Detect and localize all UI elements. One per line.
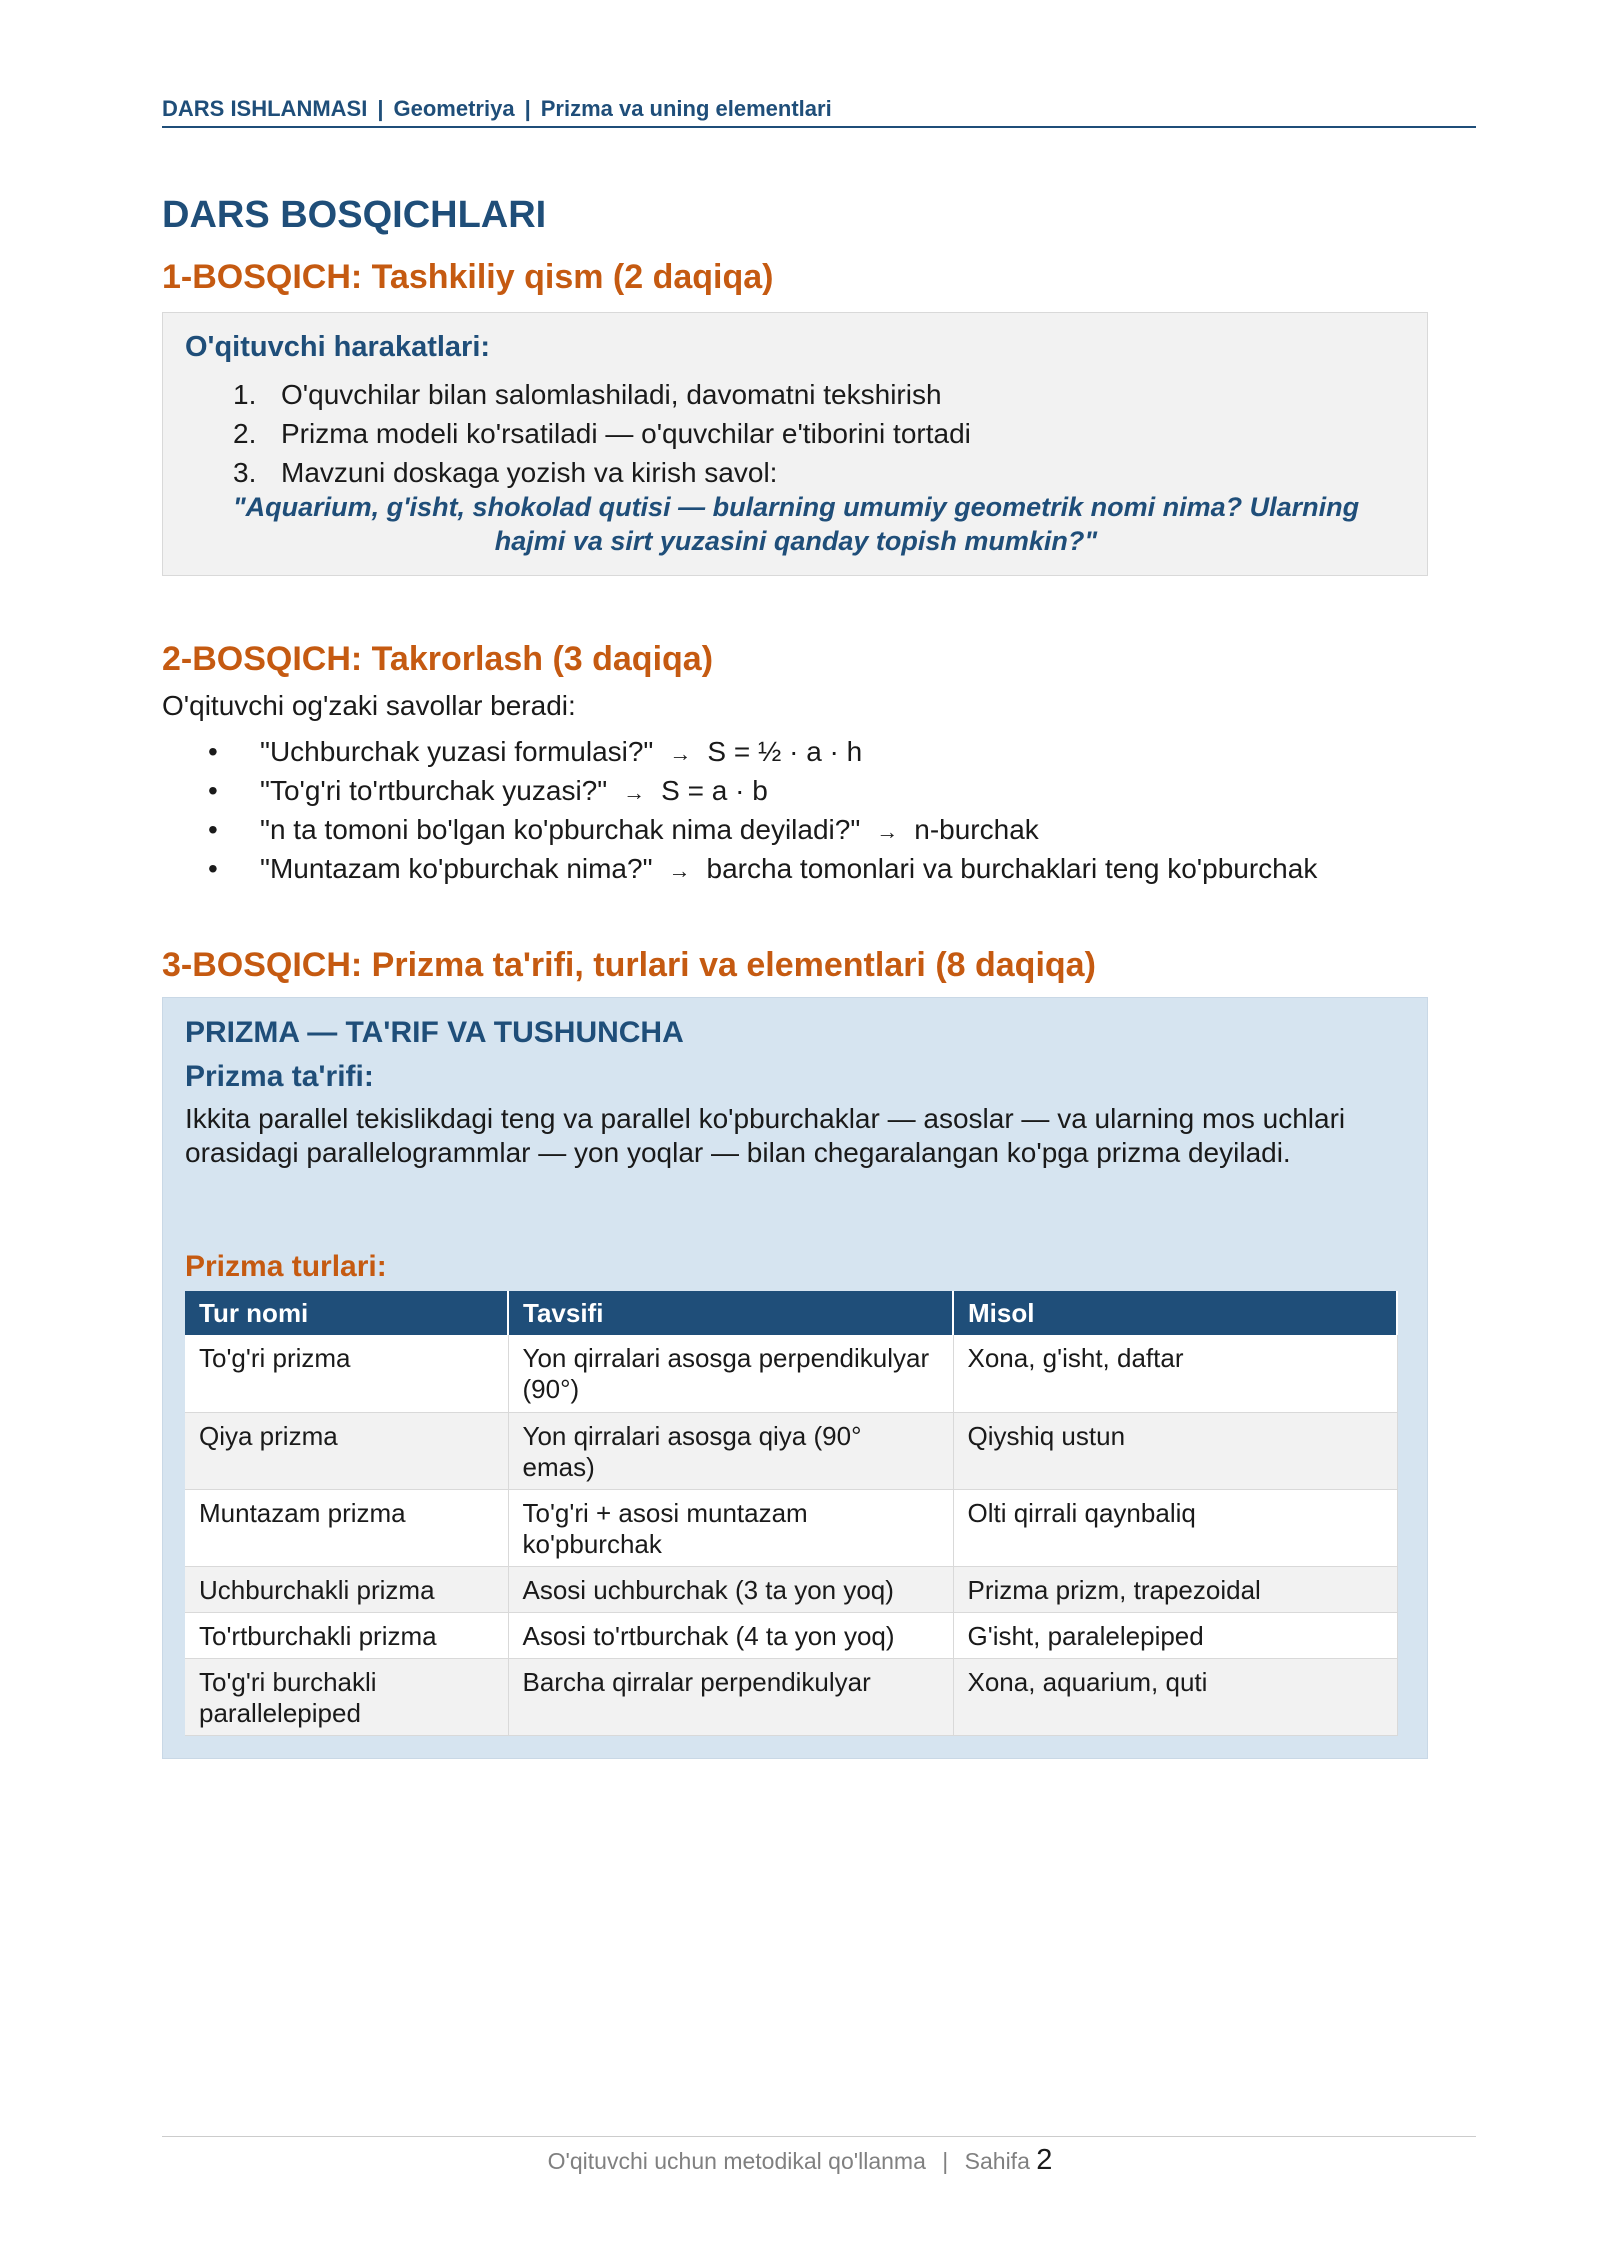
arrow-right-icon: → [668,858,691,883]
table-cell: G'isht, paralelepiped [953,1612,1397,1658]
table-cell: To'rtburchakli prizma [185,1612,508,1658]
answer-text: barcha tomonlari va burchaklari teng ko'pburchak [706,853,1318,884]
list-item [208,771,1317,810]
table-cell: Xona, aquarium, quti [953,1658,1397,1735]
page-label: Sahifa [964,2148,1030,2174]
table-cell: Uchburchakli prizma [185,1566,508,1612]
table-row [185,1658,1397,1735]
list-item [208,849,1317,888]
teacher-actions-title: O'qituvchi harakatlari: [185,331,491,363]
table-cell: Yon qirralari asosga perpendikulyar (90°) [508,1335,953,1412]
answer-text: S = ½ · a · h [707,736,863,767]
table-row [185,1335,1397,1412]
list-item [233,375,971,414]
stage2-intro: O'qituvchi og'zaki savollar beradi: [162,690,576,721]
table-cell: Muntazam prizma [185,1489,508,1566]
quote-line: hajmi va sirt yuzasini qanday topish mumkin?" [494,526,1098,556]
prism-types-table [185,1291,1398,1736]
definition-title: Prizma ta'rifi: [185,1060,374,1093]
table-row [185,1412,1397,1489]
table-row [185,1489,1397,1566]
column-header: Misol [953,1291,1397,1335]
bullet-icon: • [208,736,218,767]
stage3-title: 3-BOSQICH: Prizma ta'rifi, turlari va elementlari (8 daqiqa) [162,946,1096,984]
list-item [208,732,1317,771]
teacher-actions-list [233,375,971,492]
list-number: 2. [233,418,257,449]
prism-box-title: PRIZMA — TA'RIF VA TUSHUNCHA [185,1016,684,1049]
page-number: 2 [1036,2144,1053,2176]
bullet-icon: • [208,814,218,845]
list-text: O'quvchilar bilan salomlashiladi, davomatni tekshirish [281,379,942,410]
arrow-right-icon: → [669,741,692,766]
stage2-title: 2-BOSQICH: Takrorlash (3 daqiqa) [162,640,714,678]
table-cell: To'g'ri + asosi muntazam ko'pburchak [508,1489,953,1566]
table-cell: Xona, g'isht, daftar [953,1335,1397,1412]
question-text: "To'g'ri to'rtburchak yuzasi?" [260,775,608,806]
table-header-row [185,1291,1397,1335]
header-separator: | [377,96,384,121]
table-cell: To'g'ri burchakli parallelepiped [185,1658,508,1735]
question-text: "n ta tomoni bo'lgan ko'pburchak nima deyiladi?" [260,814,861,845]
header-subject: Geometriya [393,96,515,121]
intro-question-quote [193,490,1399,558]
question-text: "Muntazam ko'pburchak nima?" [260,853,653,884]
table-cell: Qiyshiq ustun [953,1412,1397,1489]
table-row [185,1612,1397,1658]
list-number: 1. [233,379,257,410]
answer-text: S = a · b [661,775,768,806]
table-cell: Asosi uchburchak (3 ta yon yoq) [508,1566,953,1612]
footer-separator: | [942,2148,949,2174]
answer-text: n-burchak [914,814,1039,845]
page-header [162,96,1476,128]
header-topic: Prizma va uning elementlari [540,96,832,121]
list-number: 3. [233,457,257,488]
teacher-actions-box [162,312,1428,576]
list-item [208,810,1317,849]
table-cell: Yon qirralari asosga qiya (90° emas) [508,1412,953,1489]
review-questions-list [208,732,1317,888]
header-doc-type: DARS ISHLANMASI [162,96,368,121]
prism-definition-box [162,997,1428,1759]
list-item [233,414,971,453]
question-text: "Uchburchak yuzasi formulasi?" [260,736,654,767]
list-text: Mavzuni doskaga yozish va kirish savol: [281,457,778,488]
column-header: Tavsifi [508,1291,953,1335]
arrow-right-icon: → [876,819,899,844]
main-title: DARS BOSQICHLARI [162,194,547,236]
table-cell: Prizma prizm, trapezoidal [953,1566,1397,1612]
table-cell: Barcha qirralar perpendikulyar [508,1658,953,1735]
types-title: Prizma turlari: [185,1250,387,1283]
table-cell: Olti qirrali qaynbaliq [953,1489,1397,1566]
quote-line: "Aquarium, g'isht, shokolad qutisi — bularning umumiy geometrik nomi nima? Ularning [232,492,1360,522]
page-footer [0,2140,1600,2181]
table-row [185,1566,1397,1612]
stage1-title: 1-BOSQICH: Tashkiliy qism (2 daqiqa) [162,258,774,296]
bullet-icon: • [208,775,218,806]
column-header: Tur nomi [185,1291,508,1335]
list-text: Prizma modeli ko'rsatiladi — o'quvchilar e'tiborini tortadi [281,418,971,449]
table-cell: Qiya prizma [185,1412,508,1489]
definition-text: Ikkita parallel tekislikdagi teng va parallel ko'pburchaklar — asoslar — va ularning mos uchlari orasidagi parallelogrammlar — yon yoqlar — bilan chegaralangan ko'pga prizma deyiladi. [185,1103,1346,1168]
bullet-icon: • [208,853,218,884]
footer-text: O'qituvchi uchun metodikal qo'llanma [547,2148,926,2174]
table-cell: Asosi to'rtburchak (4 ta yon yoq) [508,1612,953,1658]
table-cell: To'g'ri prizma [185,1335,508,1412]
header-separator: | [524,96,531,121]
list-item [233,453,971,492]
footer-divider [162,2136,1476,2137]
arrow-right-icon: → [623,780,646,805]
